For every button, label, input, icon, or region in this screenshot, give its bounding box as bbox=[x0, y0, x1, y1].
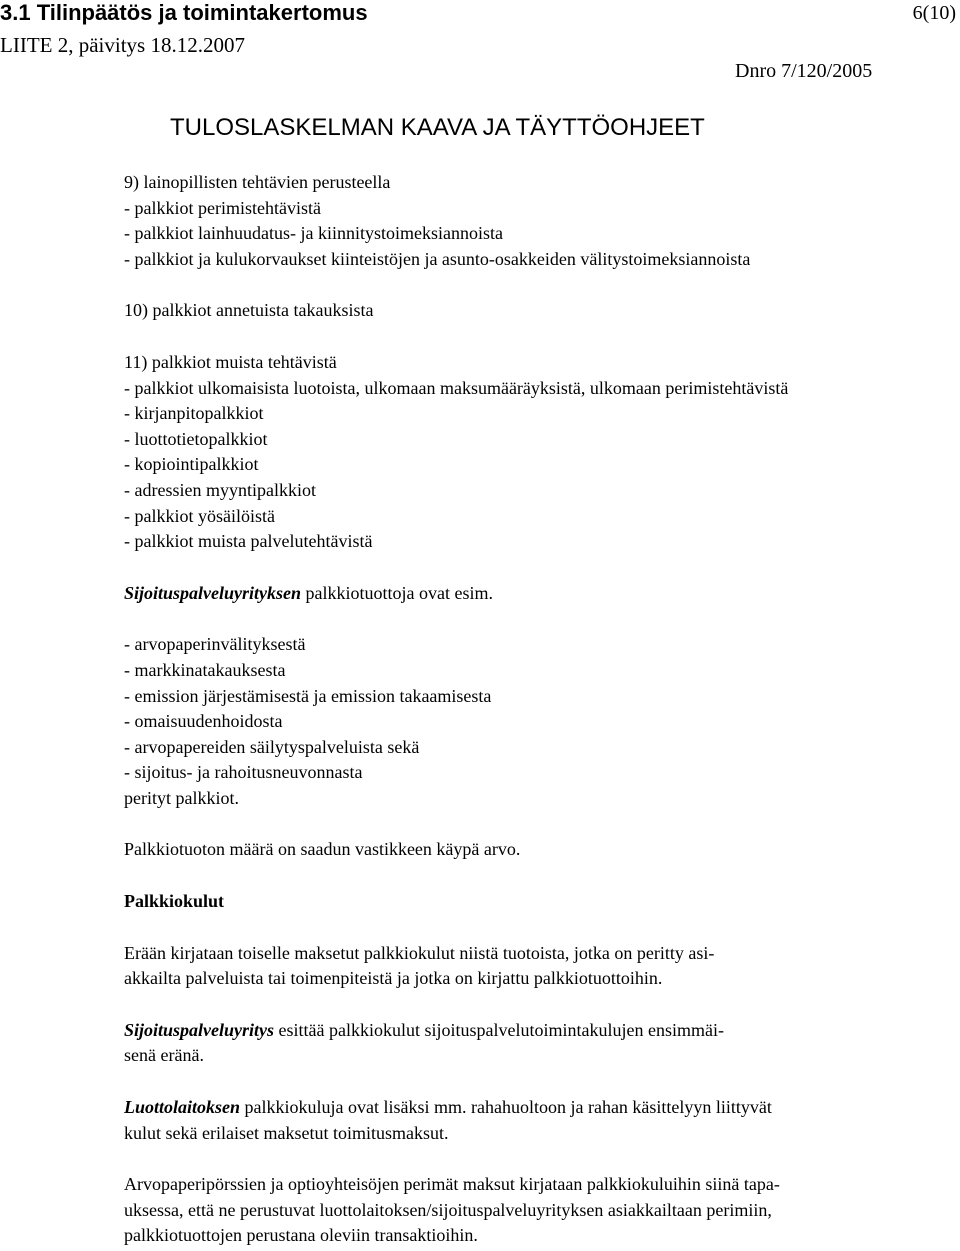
sijoitus-item: - sijoitus- ja rahoitusneuvonnasta bbox=[124, 762, 363, 783]
paragraph-kaypa-arvo: Palkkiotuoton määrä on saadun vastikkeen käypä arvo. bbox=[124, 839, 521, 860]
section-11-title: 11) palkkiot muista tehtävistä bbox=[124, 351, 337, 372]
palkkiokulut-heading: Palkkiokulut bbox=[124, 891, 225, 912]
sijoitus-item: perityt palkkiot. bbox=[124, 787, 239, 808]
page-number: 6(10) bbox=[912, 2, 956, 24]
document-appendix-label: LIITE 2, päivitys 18.12.2007 bbox=[0, 33, 245, 57]
sijoitus-intro bbox=[124, 581, 954, 607]
section-9-title: 9) lainopillisten tehtävien perusteella bbox=[124, 172, 391, 192]
section-11-item: - palkkiot yösäilöistä bbox=[124, 505, 275, 526]
paragraph-arvopaperiporssien-line: uksessa, että ne perustuvat luottolaitoksen/sijoituspalveluyrityksen asiakkailtaan perimiin, bbox=[124, 1199, 772, 1220]
paragraph-sijoituspalveluyritys-line: senä eränä. bbox=[124, 1045, 204, 1066]
sijoituspalveluyritys-emphasis: Sijoituspalveluyritys bbox=[124, 1019, 275, 1040]
section-9-item: - palkkiot lainhuudatus- ja kiinnitystoimeksiannoista bbox=[124, 223, 503, 244]
paragraph-eraan-line: Erään kirjataan toiselle maksetut palkkiokulut niistä tuotoista, jotka on peritty asi- bbox=[124, 942, 715, 963]
luottolaitoksen-emphasis: Luottolaitoksen bbox=[124, 1097, 241, 1118]
luottolaitoksen-text: palkkiokuluja ovat lisäksi mm. rahahuoltoon ja rahan käsittelyyn liittyvät bbox=[240, 1097, 772, 1118]
section-9-item: - palkkiot perimistehtävistä bbox=[124, 197, 321, 218]
paragraph-arvopaperiporssien-line: Arvopaperipörssien ja optioyhteisöjen perimät maksut kirjataan palkkiokuluihin siinä tapa- bbox=[124, 1174, 780, 1195]
section-11-item: - palkkiot ulkomaisista luotoista, ulkomaan maksumääräyksistä, ulkomaan perimistehtävistä bbox=[124, 377, 789, 398]
section-11-item: - luottotietopalkkiot bbox=[124, 428, 268, 449]
section-10-title: 10) palkkiot annetuista takauksista bbox=[124, 300, 374, 321]
sijoitus-item: - arvopapereiden säilytyspalveluista sekä bbox=[124, 736, 420, 757]
sijoitus-intro-emphasis: Sijoituspalveluyrityksen bbox=[124, 582, 302, 603]
paragraph-sijoituspalveluyritys-line bbox=[124, 1018, 954, 1044]
paragraph-arvopaperiporssien-line: palkkiotuottojen perustana oleviin transaktioihin. bbox=[124, 1225, 478, 1246]
reference-number: Dnro 7/120/2005 bbox=[735, 60, 873, 82]
sijoitus-intro-text: palkkiotuottoja ovat esim. bbox=[301, 582, 493, 603]
section-11-item: - kopiointipalkkiot bbox=[124, 454, 259, 475]
document-header-title: 3.1 Tilinpäätös ja toimintakertomus bbox=[0, 0, 368, 25]
section-11-item: - adressien myyntipalkkiot bbox=[124, 479, 316, 500]
sijoitus-item: - arvopaperinvälityksestä bbox=[124, 634, 306, 655]
document-heading: TULOSLASKELMAN KAAVA JA TÄYTTÖOHJEET bbox=[170, 114, 705, 141]
paragraph-luottolaitoksen-line bbox=[124, 1095, 954, 1121]
document-body bbox=[124, 170, 954, 1249]
sijoitus-item: - emission järjestämisestä ja emission takaamisesta bbox=[124, 685, 492, 706]
sijoituspalveluyritys-text: esittää palkkiokulut sijoituspalvelutoimintakulujen ensimmäi- bbox=[274, 1019, 724, 1040]
section-9-item: - palkkiot ja kulukorvaukset kiinteistöjen ja asunto-osakkeiden välitystoimeksiannoista bbox=[124, 248, 751, 269]
paragraph-eraan-line: akkailta palveluista tai toimenpiteistä ja jotka on kirjattu palkkiotuottoihin. bbox=[124, 968, 663, 989]
section-11-item: - palkkiot muista palvelutehtävistä bbox=[124, 531, 373, 552]
sijoitus-item: - omaisuudenhoidosta bbox=[124, 711, 283, 732]
sijoitus-item: - markkinatakauksesta bbox=[124, 659, 286, 680]
section-11-item: - kirjanpitopalkkiot bbox=[124, 403, 264, 424]
paragraph-luottolaitoksen-line: kulut sekä erilaiset maksetut toimitusmaksut. bbox=[124, 1122, 449, 1143]
